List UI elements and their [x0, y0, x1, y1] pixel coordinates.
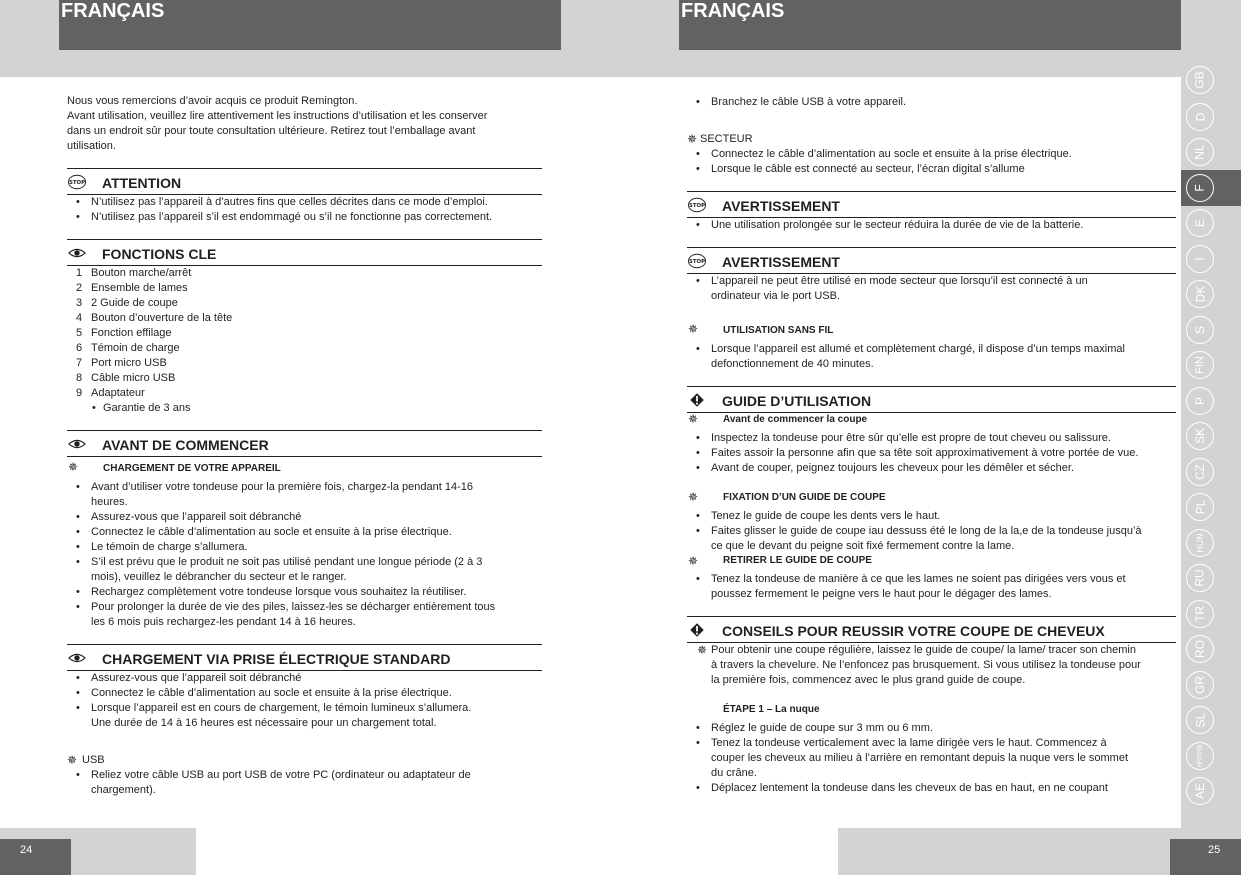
bullet: •: [76, 556, 80, 568]
list-item: S’il est prévu que le produit ne soit pas utilisé pendant une longue période (2 à 3: [91, 556, 483, 568]
section-title: GUIDE D’UTILISATION: [722, 393, 872, 409]
bullet: •: [76, 481, 80, 493]
sun-icon: ✵: [688, 412, 699, 426]
list-item: Inspectez la tondeuse pour être sûr qu’elle est propre de tout cheveu ou salissure.: [711, 432, 1111, 444]
section-title: AVANT DE COMMENCER: [102, 437, 269, 453]
bullet: •: [76, 211, 80, 223]
warning-icon: [688, 392, 706, 408]
list-item: Connectez le câble d’alimentation au socle et ensuite à la prise électrique.: [91, 687, 452, 699]
section-avertissement-2: [687, 247, 1176, 274]
bullet: •: [696, 782, 700, 794]
sun-icon: ✵: [67, 753, 78, 767]
bullet: •: [76, 687, 80, 699]
secteur-title: SECTEUR: [700, 133, 753, 145]
section-avant: [67, 430, 542, 457]
lang-tab-hun[interactable]: HUN: [1186, 529, 1214, 557]
lang-tab-f[interactable]: F: [1186, 174, 1214, 202]
attention-item-1: N’utilisez pas l’appareil à d’autres fins que celles décrites dans ce mode d’emploi.: [91, 196, 488, 208]
list-number: 8: [76, 372, 83, 384]
section-title: CONSEILS POUR REUSSIR VOTRE COUPE DE CHEVEUX: [722, 623, 1105, 639]
guarantee-item: Garantie de 3 ans: [103, 402, 191, 414]
list-item: ce que le devant du peigne soit fixé fermement contre la lame.: [711, 540, 1015, 552]
list-item: Bouton d’ouverture de la tête: [91, 312, 233, 324]
list-item: Port micro USB: [91, 357, 167, 369]
lang-tab-nl[interactable]: NL: [1186, 138, 1214, 166]
lang-tab-cz[interactable]: CZ: [1186, 458, 1214, 486]
list-item: Une utilisation prolongée sur le secteur réduira la durée de vie de la batterie.: [711, 219, 1084, 231]
paragraph-line: la première fois, commencez avec le plus grand guide de coupe.: [711, 674, 1026, 686]
bullet: •: [696, 447, 700, 459]
section-chargement: [67, 644, 542, 671]
bullet: •: [696, 510, 700, 522]
lang-tab-d[interactable]: D: [1186, 103, 1214, 131]
lang-tab-s[interactable]: S: [1186, 316, 1214, 344]
list-item: Déplacez lentement la tondeuse dans les cheveux de bas en haut, en ne coupant: [711, 782, 1108, 794]
bullet: •: [696, 432, 700, 444]
lang-tab-ae[interactable]: AE: [1186, 777, 1214, 805]
list-item: Lorsque l’appareil est allumé et complètement chargé, il dispose d’un temps maximal: [711, 343, 1125, 355]
lang-tab-pl[interactable]: PL: [1186, 493, 1214, 521]
lang-tab-gr[interactable]: GR: [1186, 671, 1214, 699]
step-title: ÉTAPE 1 – La nuque: [723, 704, 820, 715]
header-title-right: FRANÇAIS: [681, 0, 785, 22]
list-item: du crâne.: [711, 767, 757, 779]
bullet: •: [696, 737, 700, 749]
section-title: AVERTISSEMENT: [722, 254, 840, 270]
list-number: 4: [76, 312, 83, 324]
section-title: ATTENTION: [102, 175, 182, 191]
section-conseils: [687, 616, 1176, 643]
paragraph-line: Pour obtenir une coupe régulière, laissez le guide de coupe/ la lame/ tracer son chemin: [711, 644, 1136, 656]
lang-tab-p[interactable]: P: [1186, 387, 1214, 415]
list-item: Faites assoir la personne afin que sa tête soit approximativement à votre portée de vue.: [711, 447, 1139, 459]
bullet: •: [696, 163, 700, 175]
svg-text:STOP: STOP: [68, 180, 86, 187]
list-item: Assurez-vous que l’appareil soit débranché: [91, 511, 302, 523]
bullet: •: [696, 343, 700, 355]
sun-icon: ✵: [697, 643, 708, 657]
sun-icon: ✵: [688, 322, 699, 336]
list-item: heures.: [91, 496, 128, 508]
list-item: Connectez le câble d’alimentation au socle et ensuite à la prise électrique.: [91, 526, 452, 538]
bullet: •: [696, 525, 700, 537]
list-item: Avant de couper, peignez toujours les cheveux pour les démêler et sécher.: [711, 462, 1075, 474]
bullet: •: [76, 526, 80, 538]
bullet: •: [76, 769, 80, 781]
list-item: couper les cheveux au milieu à l’arrière en remontant depuis la nuque vers le sommet: [711, 752, 1128, 764]
list-item: Avant d’utiliser votre tondeuse pour la première fois, chargez-la pendant 14-16: [91, 481, 473, 493]
lang-tab-sl[interactable]: SL: [1186, 706, 1214, 734]
list-number: 1: [76, 267, 83, 279]
list-item: Câble micro USB: [91, 372, 176, 384]
lang-tab-dk[interactable]: DK: [1186, 280, 1214, 308]
list-item: Bouton marche/arrêt: [91, 267, 192, 279]
list-item: mois), veuillez le débrancher du secteur et le ranger.: [91, 571, 347, 583]
eye-icon: [68, 650, 86, 666]
list-item: Ensemble de lames: [91, 282, 188, 294]
page-number-left: 24: [0, 839, 71, 875]
list-number: 7: [76, 357, 83, 369]
lang-tab-hr-srb[interactable]: HR/SRB: [1186, 742, 1214, 770]
list-item: Assurez-vous que l’appareil soit débranché: [91, 672, 302, 684]
lang-tab-e[interactable]: E: [1186, 209, 1214, 237]
bullet: •: [76, 601, 80, 613]
list-item: Rechargez complètement votre tondeuse lorsque vous souhaitez la réutiliser.: [91, 586, 467, 598]
list-item: chargement).: [91, 784, 156, 796]
list-item: Pour prolonger la durée de vie des piles, laissez-les se décharger entièrement tous: [91, 601, 496, 613]
header-title-left: FRANÇAIS: [61, 0, 165, 22]
stop-icon: [68, 174, 86, 190]
page-number-right: 25: [1170, 839, 1241, 875]
section-title: FONCTIONS CLE: [102, 246, 217, 262]
svg-text:STOP: STOP: [688, 259, 706, 266]
subsection-title: RETIRER LE GUIDE DE COUPE: [723, 555, 872, 566]
lang-tab-fin[interactable]: FIN: [1186, 351, 1214, 379]
section-fonctions: [67, 239, 542, 266]
bullet: •: [92, 402, 96, 414]
list-item: Adaptateur: [91, 387, 145, 399]
svg-text:STOP: STOP: [688, 203, 706, 210]
list-number: 2: [76, 282, 83, 294]
bullet: •: [696, 275, 700, 287]
list-item: Fonction effilage: [91, 327, 172, 339]
subsection-title: UTILISATION SANS FIL: [723, 325, 834, 336]
list-number: 5: [76, 327, 83, 339]
list-number: 9: [76, 387, 83, 399]
list-item: Tenez le guide de coupe les dents vers le haut.: [711, 510, 941, 522]
intro-line-4: utilisation.: [67, 140, 116, 152]
list-item: Lorsque l’appareil est en cours de chargement, le témoin lumineux s’allumera.: [91, 702, 472, 714]
subsection-title: FIXATION D’UN GUIDE DE COUPE: [723, 492, 886, 503]
usb-right-item: Branchez le câble USB à votre appareil.: [711, 96, 907, 108]
sun-icon: ✵: [688, 490, 699, 504]
section-title: CHARGEMENT VIA PRISE ÉLECTRIQUE STANDARD: [102, 651, 451, 667]
list-item: L’appareil ne peut être utilisé en mode secteur que lorsqu’il est connecté à un: [711, 275, 1088, 287]
bullet: •: [76, 672, 80, 684]
bullet: •: [76, 702, 80, 714]
intro-line-1: Nous vous remercions d’avoir acquis ce produit Remington.: [67, 95, 358, 107]
eye-icon: [68, 436, 86, 452]
subsection-title: Avant de commencer la coupe: [723, 414, 868, 425]
stop-icon: [688, 253, 706, 269]
list-item: Réglez le guide de coupe sur 3 mm ou 6 mm.: [711, 722, 933, 734]
sun-icon: ✵: [68, 460, 79, 474]
list-number: 3: [76, 297, 83, 309]
warning-icon: [688, 622, 706, 638]
list-item: Témoin de charge: [91, 342, 180, 354]
bullet: •: [696, 96, 700, 108]
bullet: •: [696, 148, 700, 160]
list-item: Lorsque le câble est connecté au secteur, l’écran digital s’allume: [711, 163, 1025, 175]
stop-icon: [688, 197, 706, 213]
sun-icon: ✵: [687, 132, 698, 146]
eye-icon: [68, 245, 86, 261]
bullet: •: [696, 219, 700, 231]
list-item: Tenez la tondeuse verticalement avec la lame dirigée vers le haut. Commencez à: [711, 737, 1107, 749]
list-item: Reliez votre câble USB au port USB de votre PC (ordinateur ou adaptateur de: [91, 769, 471, 781]
list-item: poussez fermement le peigne vers le haut pour le dégager des lames.: [711, 588, 1052, 600]
list-item: defonctionnement de 40 minutes.: [711, 358, 874, 370]
bullet: •: [76, 511, 80, 523]
lang-tab-sk[interactable]: SK: [1186, 422, 1214, 450]
subsection-title: CHARGEMENT DE VOTRE APPAREIL: [103, 463, 281, 474]
lang-tab-gb[interactable]: GB: [1186, 66, 1214, 94]
paragraph-line: à travers la chevelure. Ne l’enfoncez pas brusquement. Si vous utilisez la tondeuse pour: [711, 659, 1141, 671]
bullet: •: [696, 722, 700, 734]
list-item: Faites glisser le guide de coupe iau dessuss été le long de la la,e de la tondeuse jusqu’à: [711, 525, 1142, 537]
bullet: •: [696, 573, 700, 585]
page-header-right: [679, 0, 1181, 50]
list-item: Tenez la tondeuse de manière à ce que les lames ne soient pas dirigées vers vous et: [711, 573, 1126, 585]
bullet: •: [76, 541, 80, 553]
lang-tab-i[interactable]: I: [1186, 245, 1214, 273]
section-avertissement-1: [687, 191, 1176, 218]
lang-tab-tr[interactable]: TR: [1186, 600, 1214, 628]
bullet: •: [76, 586, 80, 598]
intro-line-3: dans un endroit sûr pour toute consultation ultérieure. Retirez tout l’emballage avant: [67, 125, 476, 137]
section-attention: [67, 168, 542, 195]
list-item: ordinateur via le port USB.: [711, 290, 841, 302]
list-item: les 6 mois puis rechargez-les pendant 14 à 16 heures.: [91, 616, 356, 628]
sun-icon: ✵: [688, 554, 699, 568]
lang-tab-ro[interactable]: RO: [1186, 635, 1214, 663]
list-item: 2 Guide de coupe: [91, 297, 178, 309]
list-number: 6: [76, 342, 83, 354]
intro-line-2: Avant utilisation, veuillez lire attentivement les instructions d’utilisation et les conserver: [67, 110, 488, 122]
lang-tab-ru[interactable]: RU: [1186, 564, 1214, 592]
bullet: •: [696, 462, 700, 474]
list-item: Le témoin de charge s’allumera.: [91, 541, 248, 553]
section-guide: [687, 386, 1176, 413]
section-title: AVERTISSEMENT: [722, 198, 840, 214]
usb-title: USB: [82, 754, 105, 766]
list-item: Une durée de 14 à 16 heures est nécessaire pour un chargement total.: [91, 717, 437, 729]
list-item: Connectez le câble d’alimentation au socle et ensuite à la prise électrique.: [711, 148, 1072, 160]
page-header-left: [59, 0, 561, 50]
bullet: •: [76, 196, 80, 208]
attention-item-2: N’utilisez pas l’appareil s’il est endommagé ou s’il ne fonctionne pas correctement.: [91, 211, 493, 223]
